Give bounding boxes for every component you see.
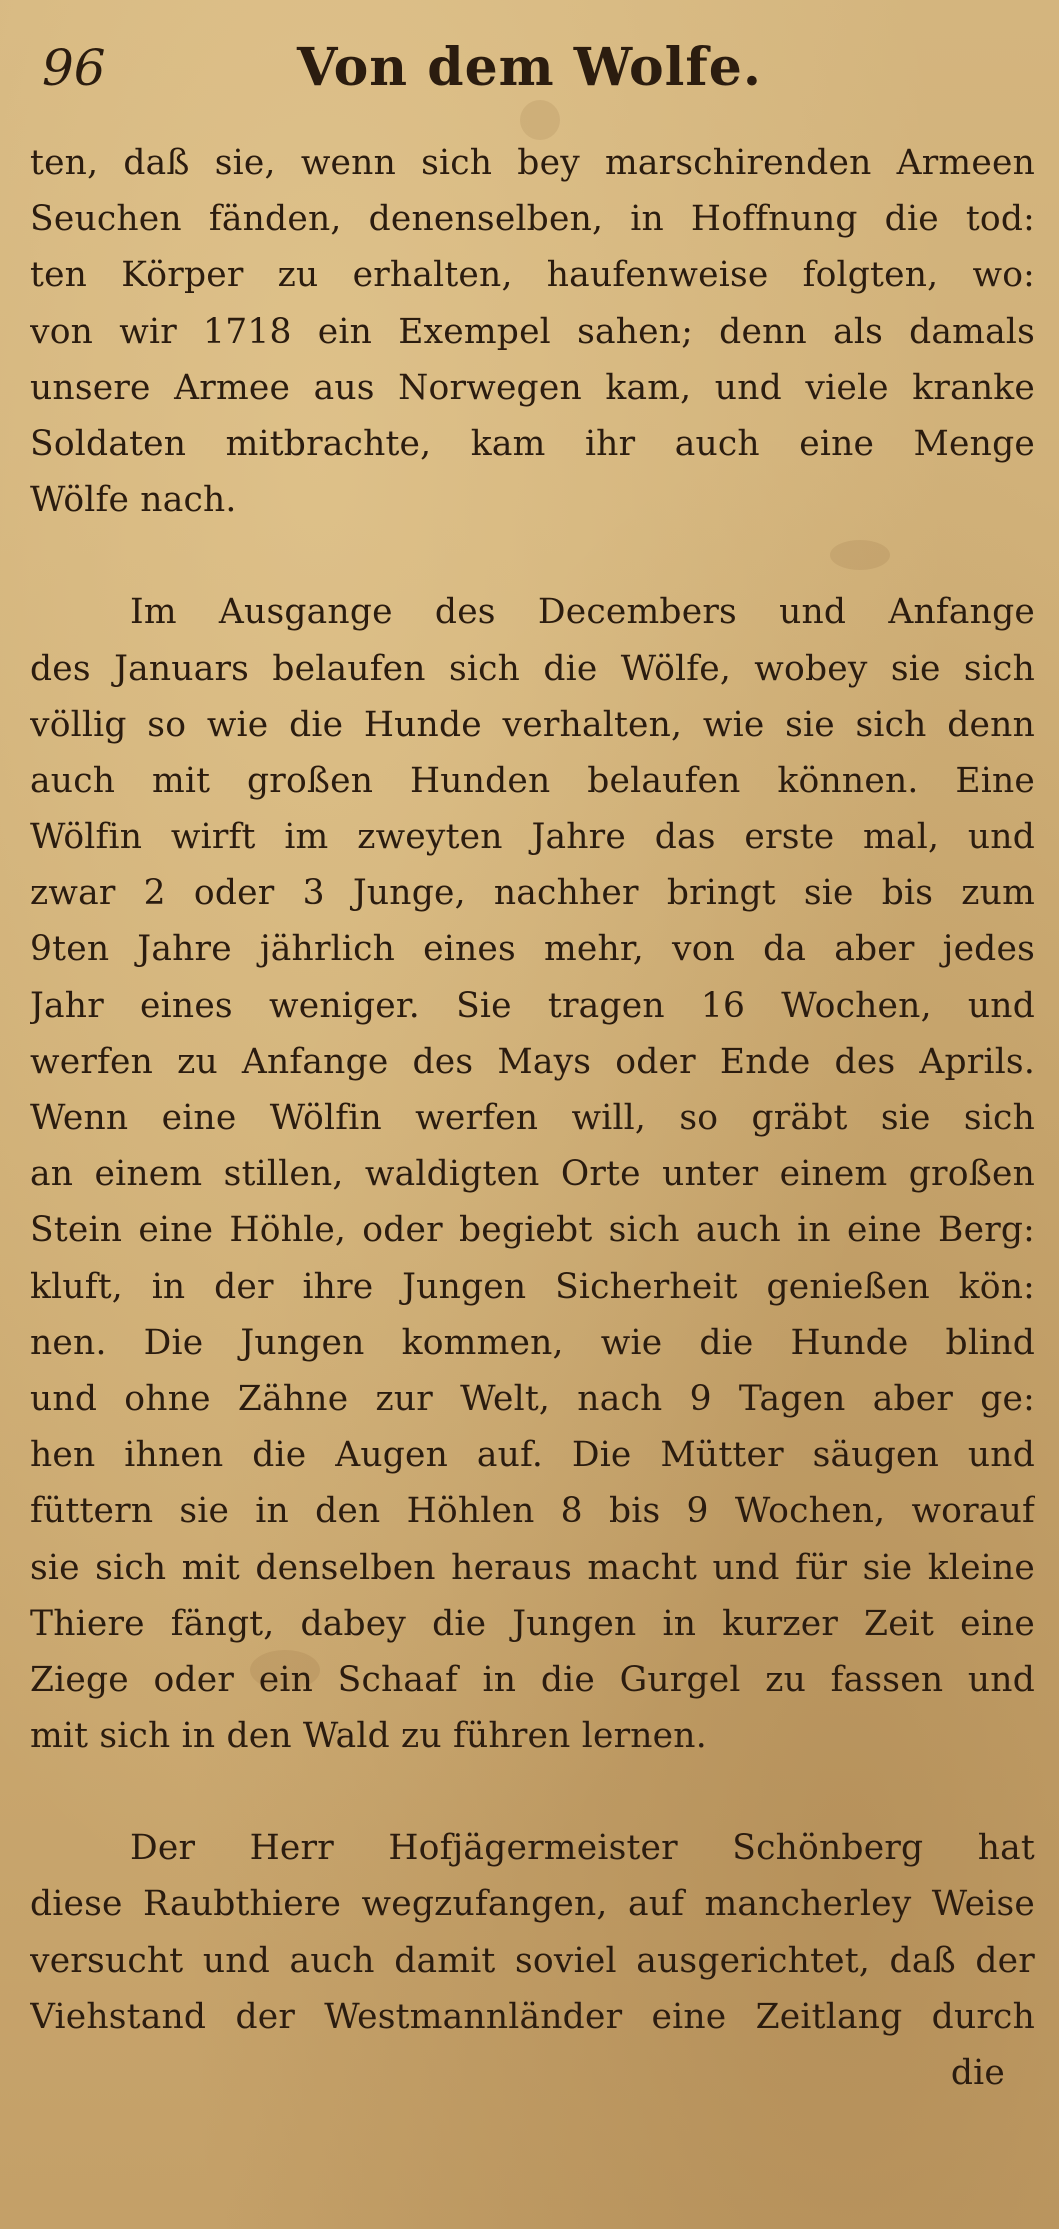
- text-line: ten Körper zu erhalten, haufenweise folgten, wo:: [30, 255, 1035, 296]
- paragraph: [30, 1820, 1035, 2045]
- paragraph: [30, 584, 1035, 1764]
- paragraph: [30, 135, 1035, 528]
- text-line: Jahr eines weniger. Sie tragen 16 Wochen, und: [30, 985, 1035, 1026]
- text-line: Wölfe nach.: [30, 480, 237, 521]
- text-line: Stein eine Höhle, oder begiebt sich auch in eine Berg:: [30, 1210, 1035, 1251]
- text-line: und ohne Zähne zur Welt, nach 9 Tagen aber ge:: [30, 1378, 1035, 1419]
- paragraph-gap: [30, 528, 1035, 584]
- text-line: unsere Armee aus Norwegen kam, und viele kranke: [30, 367, 1035, 408]
- text-line: Seuchen fänden, denenselben, in Hoffnung die tod:: [30, 199, 1035, 240]
- text-line: Der Herr Hofjägermeister Schönberg hat: [130, 1828, 1035, 1869]
- text-line: 9ten Jahre jährlich eines mehr, von da aber jedes: [30, 929, 1035, 970]
- paragraph-gap: [30, 1764, 1035, 1820]
- text-line: kluft, in der ihre Jungen Sicherheit genießen kön:: [30, 1266, 1035, 1307]
- text-line: Soldaten mitbrachte, kam ihr auch eine Menge: [30, 423, 1035, 464]
- text-line: von wir 1718 ein Exempel sahen; denn als damals: [30, 311, 1035, 352]
- text-line: werfen zu Anfange des Mays oder Ende des Aprils.: [30, 1041, 1035, 1082]
- running-title: Von dem Wolfe.: [297, 37, 762, 98]
- body-text: [30, 135, 1035, 2101]
- text-line: diese Raubthiere wegzufangen, auf mancherley Weise: [30, 1884, 1035, 1925]
- text-line: an einem stillen, waldigten Orte unter einem großen: [30, 1154, 1035, 1195]
- text-line: zwar 2 oder 3 Junge, nachher bringt sie bis zum: [30, 873, 1035, 914]
- text-line: sie sich mit denselben heraus macht und für sie kleine: [30, 1547, 1035, 1588]
- text-line: völlig so wie die Hunde verhalten, wie sie sich denn: [30, 704, 1035, 745]
- text-line: auch mit großen Hunden belaufen können. Eine: [30, 760, 1035, 801]
- page-number: 96: [42, 39, 106, 97]
- text-line: Ziege oder ein Schaaf in die Gurgel zu fassen und: [30, 1659, 1035, 1700]
- text-line: mit sich in den Wald zu führen lernen.: [30, 1716, 707, 1757]
- text-line: des Januars belaufen sich die Wölfe, wobey sie sich: [30, 648, 1035, 689]
- text-line: ten, daß sie, wenn sich bey marschirenden Armeen: [30, 143, 1035, 183]
- page-header: [0, 28, 1059, 108]
- catchword: die: [950, 2053, 1005, 2093]
- text-line: Im Ausgange des Decembers und Anfange: [130, 592, 1035, 633]
- text-line: nen. Die Jungen kommen, wie die Hunde blind: [30, 1322, 1035, 1363]
- text-line: Thiere fängt, dabey die Jungen in kurzer Zeit eine: [30, 1603, 1035, 1644]
- text-line: Wölfin wirft im zweyten Jahre das erste mal, und: [30, 817, 1035, 858]
- text-line: Wenn eine Wölfin werfen will, so gräbt sie sich: [30, 1098, 1035, 1138]
- text-line: füttern sie in den Höhlen 8 bis 9 Wochen, worauf: [30, 1491, 1035, 1532]
- text-line: Viehstand der Westmannländer eine Zeitlang durch: [30, 1996, 1035, 2037]
- text-line: hen ihnen die Augen auf. Die Mütter säugen und: [30, 1435, 1035, 1476]
- text-line: versucht und auch damit soviel ausgerichtet, daß der: [30, 1940, 1035, 1981]
